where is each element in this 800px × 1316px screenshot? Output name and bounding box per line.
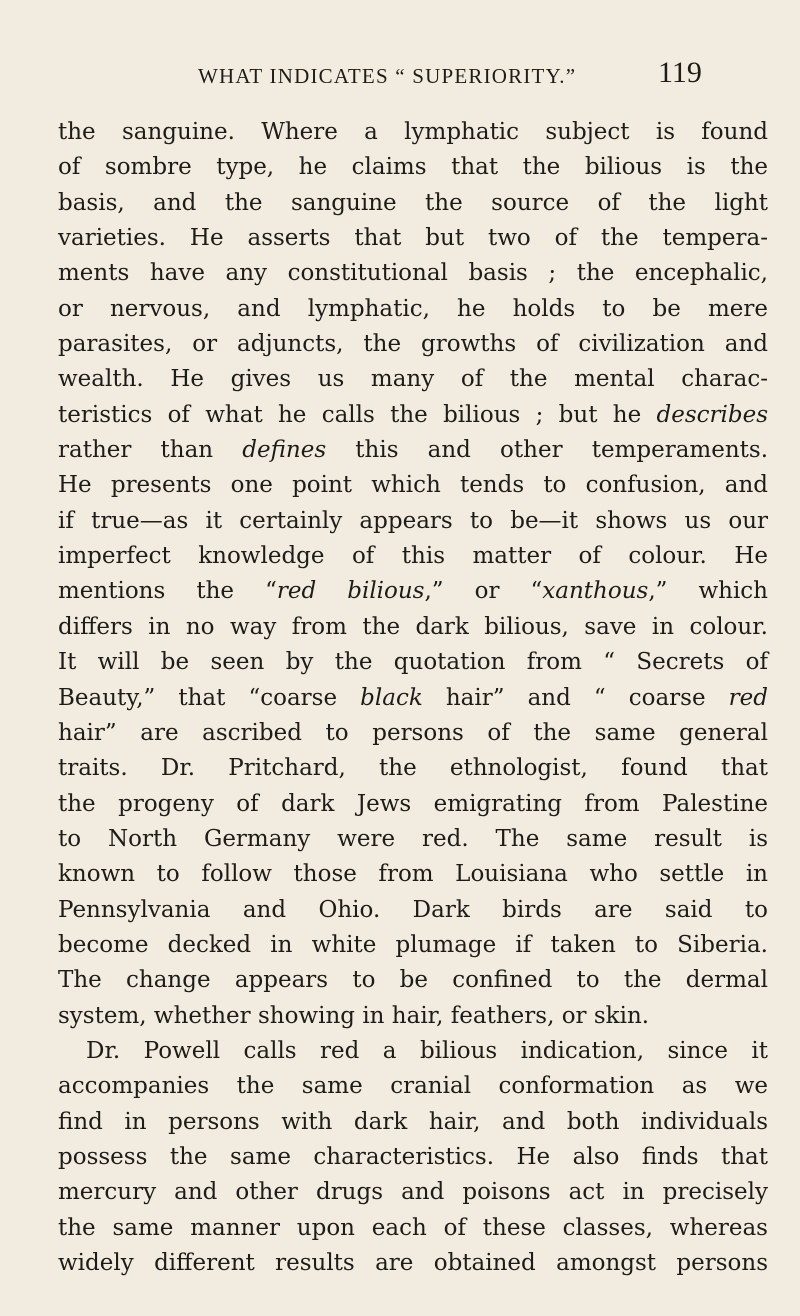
italic-word: black xyxy=(360,684,423,711)
text-line: or nervous, and lymphatic, he holds to be mere xyxy=(58,295,768,322)
text-line: He presents one point which tends to confusion, and xyxy=(58,472,768,499)
text-line: It will be seen by the quotation from “ Secrets of xyxy=(58,649,768,676)
text-line: teristics of what he calls the bilious ; but he describes xyxy=(58,401,768,428)
text-line: parasites, or adjuncts, the growths of civilization and xyxy=(58,331,768,358)
text-line: varieties. He asserts that but two of the tempera- xyxy=(58,225,768,252)
text-line: basis, and the sanguine the source of the light xyxy=(58,189,768,216)
body-text xyxy=(58,115,768,1281)
text-line: Beauty,” that “coarse black hair” and “ coarse red xyxy=(58,684,769,711)
text-line: The change appears to be confined to the dermal xyxy=(58,967,768,994)
text-line: known to follow those from Louisiana who settle in xyxy=(58,861,768,888)
italic-word: xanthous xyxy=(542,578,649,605)
italic-word: red xyxy=(728,684,769,711)
text-line: widely different results are obtained amongst persons xyxy=(58,1250,768,1276)
text-line: to North Germany were red. The same result is xyxy=(58,825,768,852)
text-line: mercury and other drugs and poisons act in precisely xyxy=(58,1179,768,1206)
text-line: differs in no way from the dark bilious, save in colour. xyxy=(58,613,768,640)
text-line: wealth. He gives us many of the mental charac- xyxy=(58,366,768,393)
text-line: hair” are ascribed to persons of the same general xyxy=(58,719,768,746)
text-line: the progeny of dark Jews emigrating from Palestine xyxy=(58,790,768,817)
italic-word: describes xyxy=(656,401,768,428)
text-line: the sanguine. Where a lymphatic subject is found xyxy=(58,119,768,145)
text-line: possess the same characteristics. He also finds that xyxy=(58,1143,768,1170)
text-line: traits. Dr. Pritchard, the ethnologist, found that xyxy=(58,755,768,782)
page-number: 119 xyxy=(658,56,702,89)
text-line: Dr. Powell calls red a bilious indication, since it xyxy=(86,1037,768,1064)
text-line: accompanies the same cranial conformation as we xyxy=(58,1073,768,1100)
text-line: Pennsylvania and Ohio. Dark birds are said to xyxy=(58,896,768,923)
italic-word: red bilious xyxy=(276,578,425,605)
running-head: WHAT INDICATES “ SUPERIORITY.” xyxy=(198,64,577,88)
text-line: mentions the “red bilious,” or “xanthous,” which xyxy=(58,578,768,605)
text-line: if true—as it certainly appears to be—it shows us our xyxy=(58,507,768,534)
text-line: become decked in white plumage if taken to Siberia. xyxy=(58,931,768,958)
text-line: system, whether showing in hair, feathers, or skin. xyxy=(58,1002,650,1029)
text-line: ments have any constitutional basis ; the encephalic, xyxy=(58,260,768,287)
text-line: of sombre type, he claims that the bilious is the xyxy=(58,154,768,181)
text-line: the same manner upon each of these classes, whereas xyxy=(58,1214,768,1241)
italic-word: defines xyxy=(242,437,327,464)
text-line: find in persons with dark hair, and both individuals xyxy=(58,1108,768,1135)
text-line: rather than defines this and other temperaments. xyxy=(58,437,769,464)
text-line: imperfect knowledge of this matter of colour. He xyxy=(58,543,768,570)
